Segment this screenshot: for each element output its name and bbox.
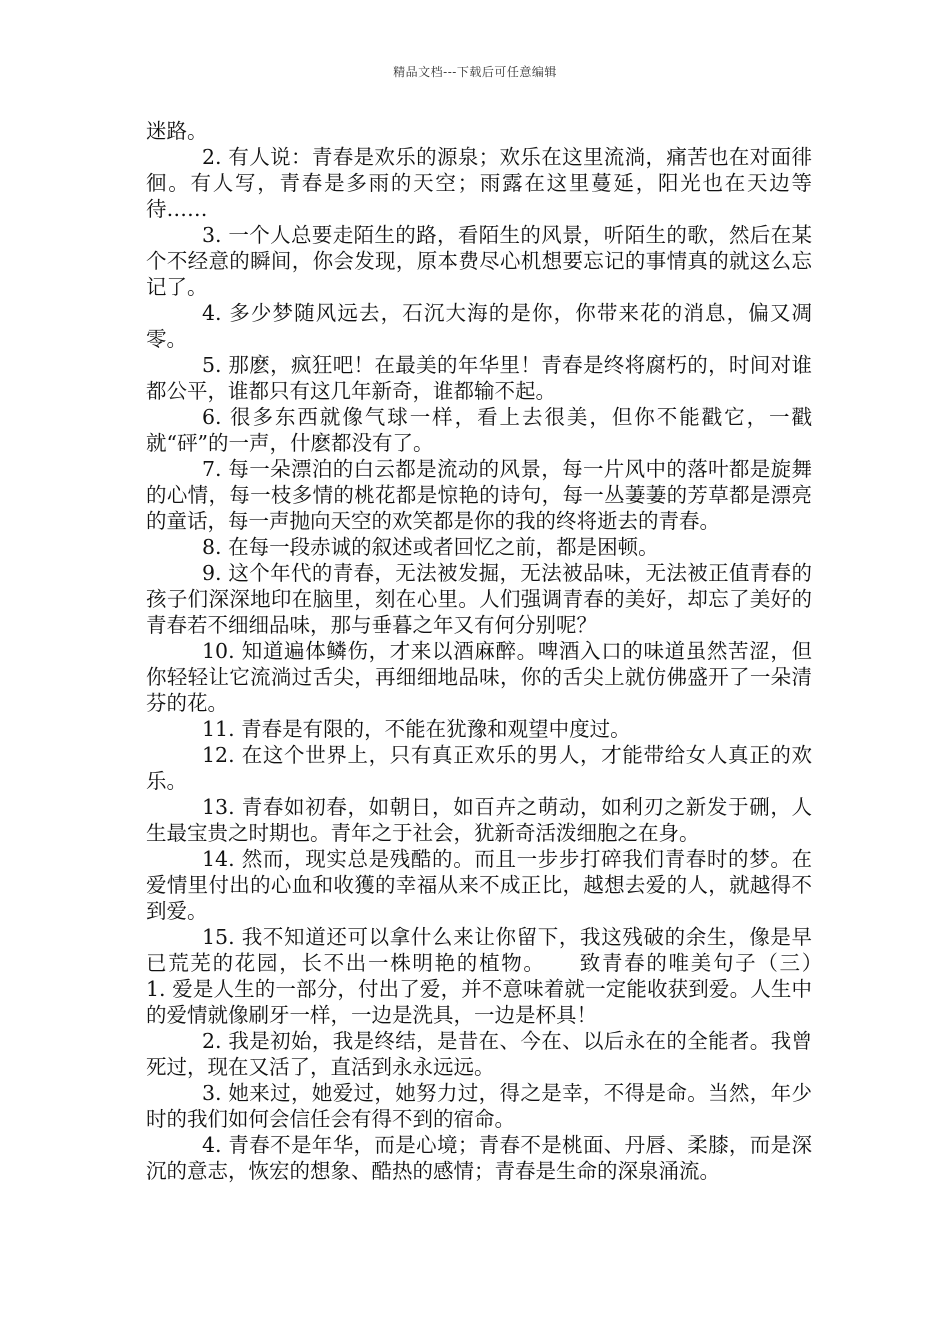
paragraph-section3-item-4: 4. 青春不是年华，而是心境；青春不是桃面、丹唇、柔膝，而是深沉的意志，恢宏的想象、酷热的感情；青春是生命的深泉涌流。: [146, 1133, 812, 1183]
paragraph-item-4: 4. 多少梦随风远去，石沉大海的是你，你带来花的消息，偏又凋零。: [146, 301, 812, 351]
paragraph-item-14: 14. 然而，现实总是残酷的。而且一步步打碎我们青春时的梦。在爱情里付出的心血和收獲的幸福从来不成正比，越想去爱的人，就越得不到爱。: [146, 847, 812, 923]
paragraph-continuation: 迷路。: [146, 119, 208, 143]
paragraph-item-9: 9. 这个年代的青春，无法被发掘，无法被品味，无法被正值青春的孩子们深深地印在脑里，刻在心里。人们强调青春的美好，却忘了美好的青春若不细细品味，那与垂暮之年又有何分别呢？: [146, 561, 812, 637]
paragraph-item-11: 11. 青春是有限的，不能在犹豫和观望中度过。: [202, 717, 631, 741]
paragraph-item-2: 2. 有人说：青春是欢乐的源泉；欢乐在这里流淌，痛苦也在对面徘徊。有人写，青春是多雨的天空；雨露在这里蔓延，阳光也在天边等待……: [146, 145, 812, 221]
paragraph-item-5: 5. 那麽，疯狂吧！在最美的年华里！青春是终将腐朽的，时间对谁都公平，谁都只有这几年新奇，谁都输不起。: [146, 353, 812, 403]
paragraph-item-6: 6. 很多东西就像气球一样，看上去很美，但你不能戳它，一戳就“砰”的一声，什麽都没有了。: [146, 405, 812, 455]
paragraph-item-3: 3. 一个人总要走陌生的路，看陌生的风景，听陌生的歌，然后在某个不经意的瞬间，你会发现，原本费尽心机想要忘记的事情真的就这么忘记了。: [146, 223, 812, 299]
paragraph-item-7: 7. 每一朵漂泊的白云都是流动的风景，每一片风中的落叶都是旋舞的心情，每一枝多情的桃花都是惊艳的诗句，每一丛萋萋的芳草都是漂亮的童话，每一声抛向天空的欢笑都是你的我的终将逝去的青春。: [146, 457, 812, 533]
paragraph-item-10: 10. 知道遍体鳞伤，才来以酒麻醉。啤酒入口的味道虽然苦涩，但你轻轻让它流淌过舌尖，再细细地品味，你的舌尖上就仿佛盛开了一朵清芬的花。: [146, 639, 812, 715]
paragraph-item-12: 12. 在这个世界上，只有真正欢乐的男人，才能带给女人真正的欢乐。: [146, 743, 812, 793]
paragraph-item-13: 13. 青春如初春，如朝日，如百卉之萌动，如利刃之新发于硎，人生最宝贵之时期也。青年之于社会，犹新奇活泼细胞之在身。: [146, 795, 812, 845]
page-header: 精品文档---下载后可任意编辑: [393, 65, 557, 79]
document-body: [146, 118, 853, 1184]
paragraph-item-15: 15. 我不知道还可以拿什么来让你留下，我这残破的余生，像是早已荒芜的花园，长不出一株明艳的植物。 致青春的唯美句子（三） 1. 爱是人生的一部分，付出了爱，并不意味着就一定能收获到爱。人生中的爱情就像刷牙一样，一边是洗具，一边是杯具！: [146, 925, 853, 1027]
paragraph-section3-item-2: 2. 我是初始，我是终结，是昔在、今在、以后永在的全能者。我曾死过，现在又活了，直活到永永远远。: [146, 1029, 812, 1079]
paragraph-section3-item-3: 3. 她来过，她爱过，她努力过，得之是幸，不得是命。当然，年少时的我们如何会信任会有得不到的宿命。: [146, 1081, 812, 1131]
paragraph-item-8: 8. 在每一段赤诚的叙述或者回忆之前，都是困顿。: [202, 535, 659, 559]
